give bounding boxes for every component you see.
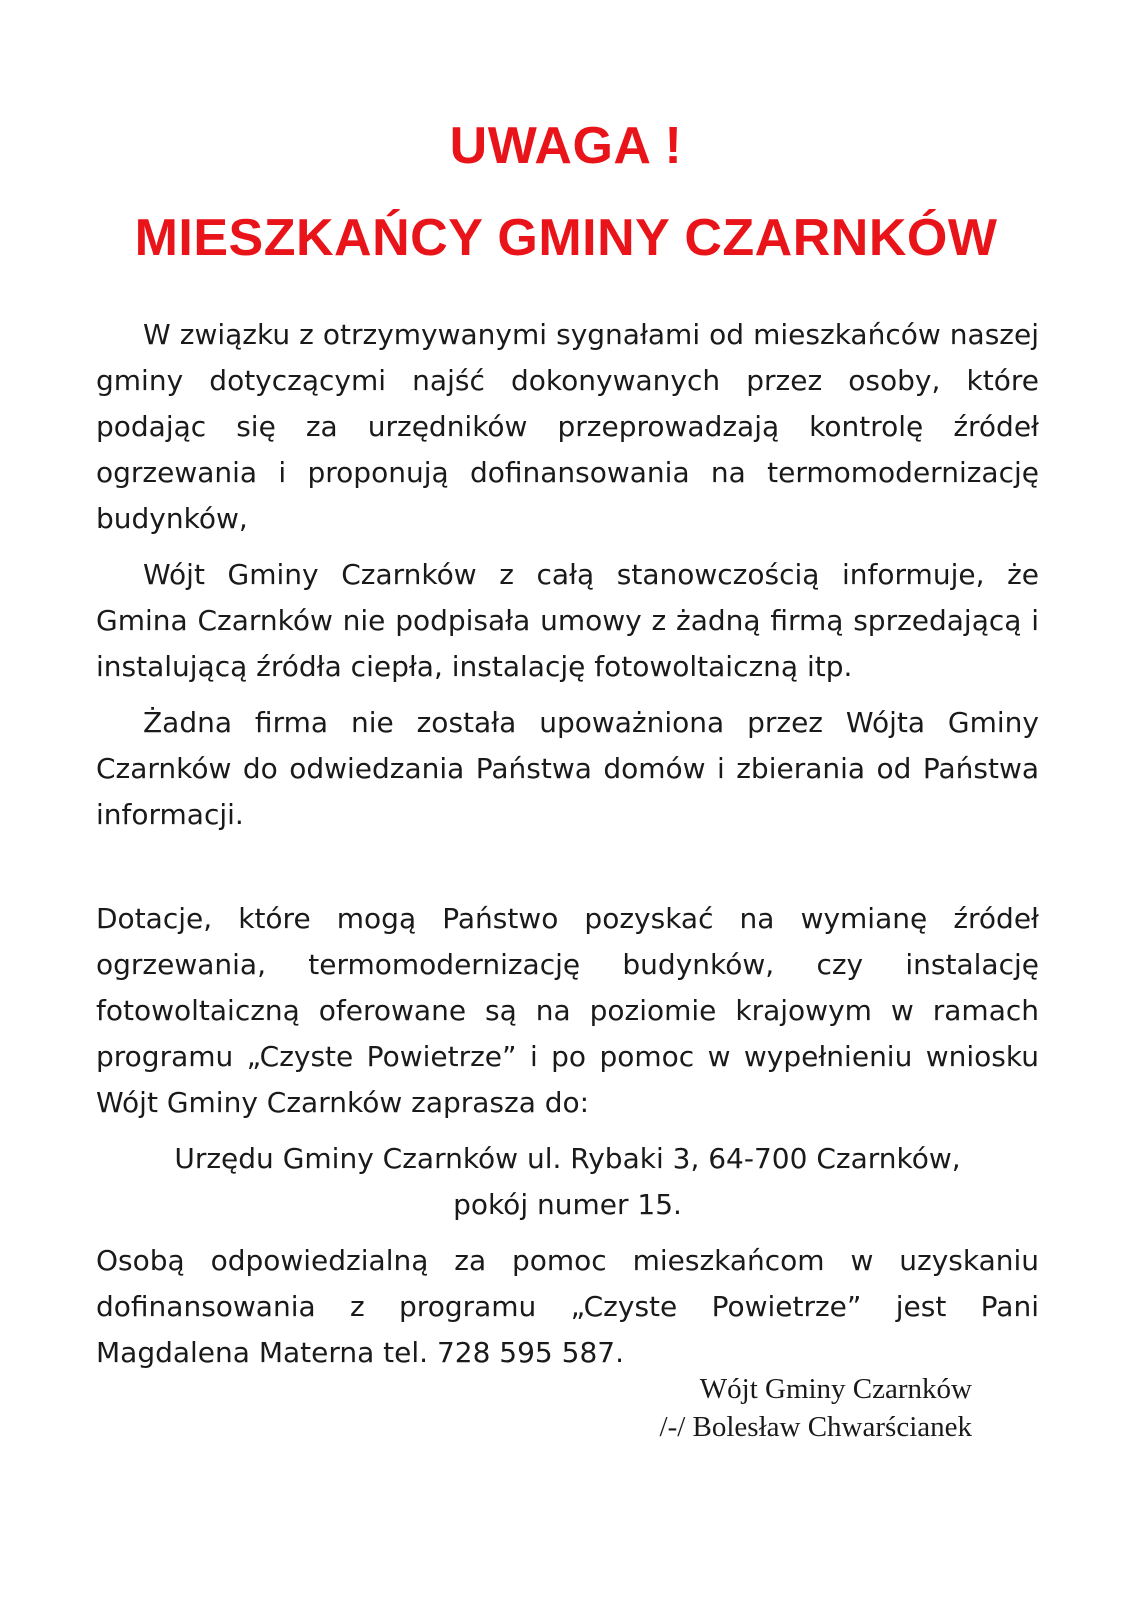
signature-block bbox=[660, 1370, 972, 1446]
signature-name: /-/ Bolesław Chwarścianek bbox=[659, 1411, 972, 1443]
signature-title: Wójt Gminy Czarnków bbox=[699, 1373, 972, 1405]
notice-title-warning: UWAGA ! bbox=[449, 117, 683, 175]
paragraph-no-authorization: Żadna firma nie została upoważniona przez Wójta Gminy Czarnków do odwiedzania Państwa domów i zbierania od Państwa informacji. bbox=[96, 706, 1039, 831]
office-address bbox=[96, 1136, 1039, 1228]
paragraph-contact-person: Osobą odpowiedzialną za pomoc mieszkańcom w uzyskaniu dofinansowania z programu „Czyste Powietrze” jest Pani Magdalena Materna tel. 728 595 587. bbox=[96, 1244, 1039, 1369]
notice-body bbox=[96, 312, 1039, 1376]
notice-header bbox=[0, 100, 1132, 284]
paragraph-no-contract: Wójt Gminy Czarnków z całą stanowczością informuje, że Gmina Czarnków nie podpisała umowy z żadną firmą sprzedającą i instalującą źródła ciepła, instalację fotowoltaiczną itp. bbox=[96, 558, 1039, 683]
office-room-line: pokój numer 15. bbox=[453, 1188, 682, 1221]
office-address-line: Urzędu Gminy Czarnków ul. Rybaki 3, 64-700 Czarnków, bbox=[174, 1142, 961, 1175]
notice-title-residents: MIESZKAŃCY GMINY CZARNKÓW bbox=[134, 209, 998, 267]
paragraph-subsidies: Dotacje, które mogą Państwo pozyskać na wymianę źródeł ogrzewania, termomodernizację budynków, czy instalację fotowoltaiczną oferowane są na poziomie krajowym w ramach programu „Czyste Powietrze” i po pomoc w wypełnieniu wniosku Wójt Gminy Czarnków zaprasza do: bbox=[96, 902, 1039, 1119]
paragraph-reports: W związku z otrzymywanymi sygnałami od mieszkańców naszej gminy dotyczącymi najść dokonywanych przez osoby, które podając się za urzędników przeprowadzają kontrolę źródeł ogrzewania i proponują dofinansowania na termomodernizację budynków, bbox=[96, 318, 1039, 535]
